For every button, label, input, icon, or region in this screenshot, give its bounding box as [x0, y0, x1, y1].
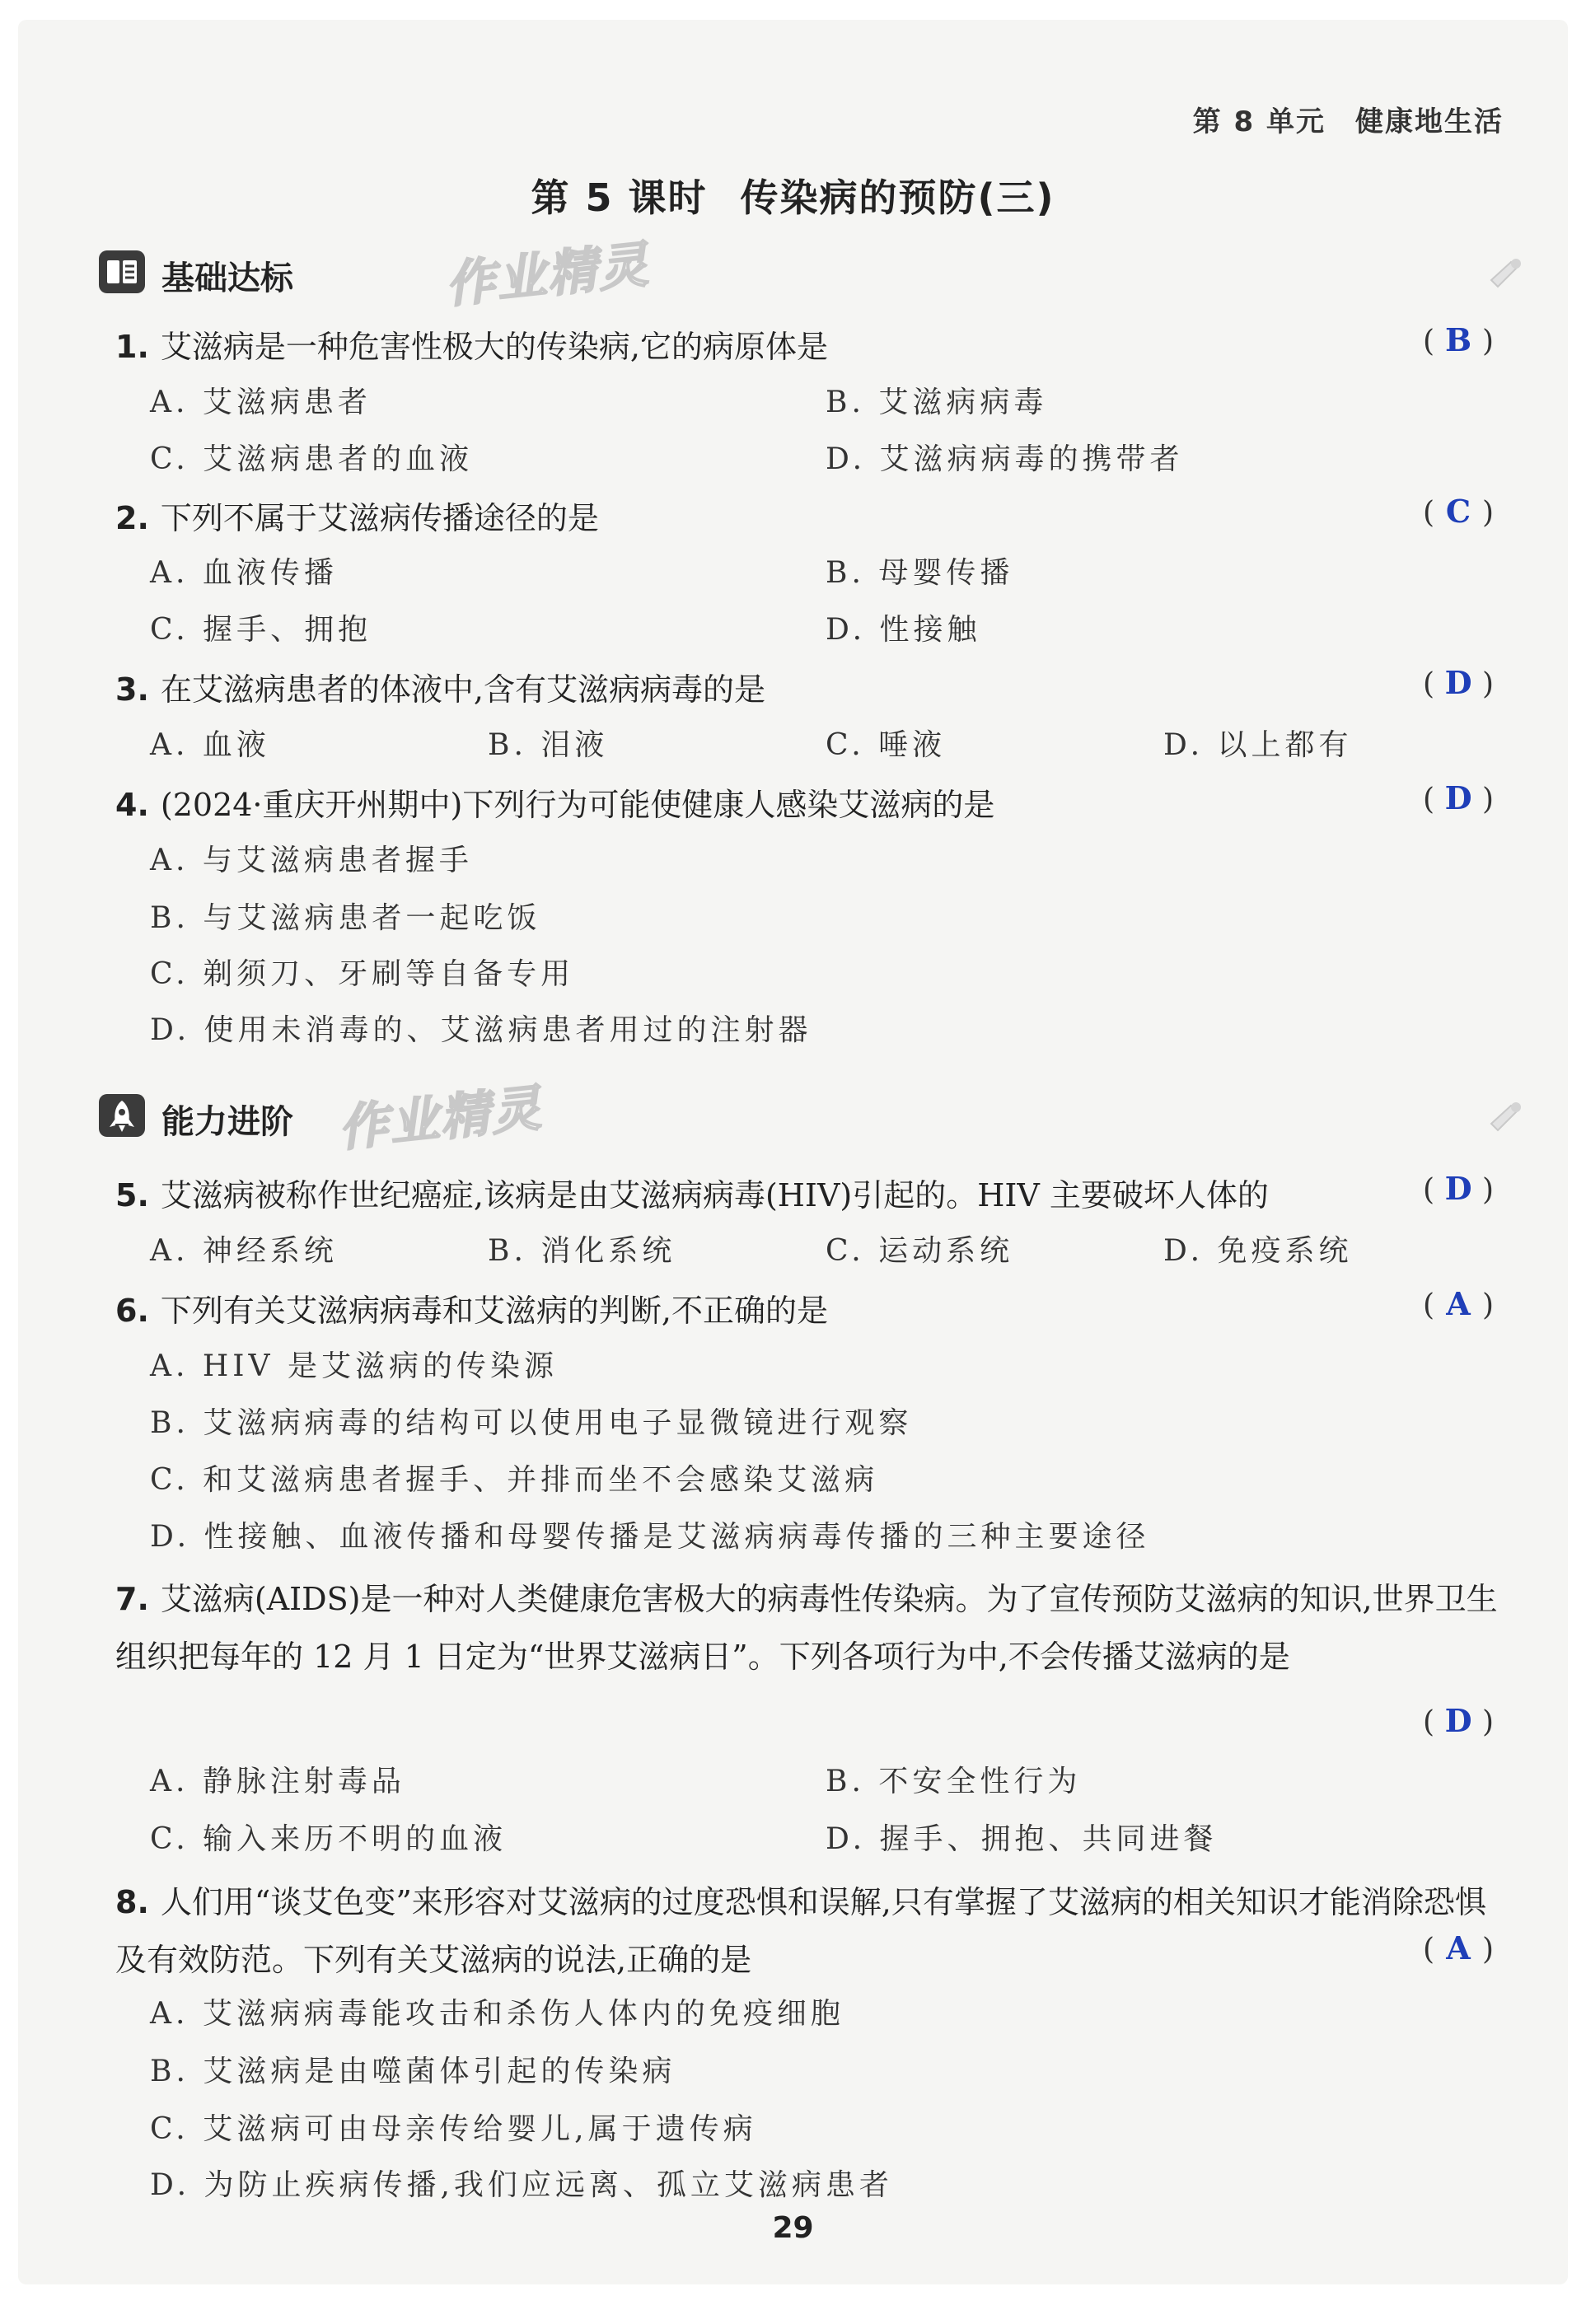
answer-bracket-7: ( D )	[1423, 1702, 1495, 1739]
option-8c: C. 艾滋病可由母亲传给婴儿,属于遗传病	[150, 2112, 757, 2146]
option-8b: B. 艾滋病是由噬菌体引起的传染病	[150, 2055, 676, 2088]
answer-bracket-8: ( A )	[1423, 1929, 1495, 1966]
option-2c: C. 握手、拥抱	[150, 613, 372, 647]
option-4c: C. 剃须刀、牙刷等自备专用	[150, 957, 575, 991]
option-4d: D. 使用未消毒的、艾滋病患者用过的注射器	[150, 1013, 812, 1047]
section-basic-header	[99, 236, 1532, 315]
answer-bracket-1: ( B )	[1423, 321, 1495, 358]
pin-icon	[1486, 255, 1528, 295]
option-6b: B. 艾滋病病毒的结构可以使用电子显微镜进行观察	[150, 1406, 913, 1440]
lesson-label: 第 5 课时	[531, 175, 708, 220]
unit-title: 健康地生活	[1355, 105, 1504, 138]
answer-bracket-4: ( D )	[1423, 779, 1495, 816]
question-text: 艾滋病被称作世纪癌症,该病是由艾滋病病毒(HIV)引起的。HIV 主要破坏人体的	[160, 1177, 1269, 1213]
question-6	[115, 1285, 828, 1330]
question-number: 3.	[115, 671, 149, 708]
question-text: 下列有关艾滋病病毒和艾滋病的判断,不正确的是	[160, 1293, 828, 1329]
option-7c: C. 输入来历不明的血液	[150, 1822, 508, 1856]
rocket-icon	[99, 1094, 145, 1137]
option-7a: A. 静脉注射毒品	[150, 1765, 405, 1798]
question-1	[115, 321, 828, 367]
question-3	[115, 664, 765, 709]
option-6c: C. 和艾滋病患者握手、并排而坐不会感染艾滋病	[150, 1463, 879, 1497]
question-text: 人们用“谈艾色变”来形容对艾滋病的过度恐惧和误解,只有掌握了艾滋病的相关知识才能消除恐惧及有效防范。下列有关艾滋病的说法,正确的是	[115, 1884, 1486, 1978]
section-advanced-header	[99, 1079, 1532, 1158]
page-sheet	[18, 20, 1568, 2284]
question-number: 5.	[115, 1177, 149, 1213]
option-2d: D. 性接触	[826, 613, 981, 647]
question-number: 2.	[115, 500, 149, 536]
option-5d: D. 免疫系统	[1163, 1234, 1353, 1268]
option-8a: A. 艾滋病病毒能攻击和杀伤人体内的免疫细胞	[150, 1997, 844, 2031]
question-text: 艾滋病(AIDS)是一种对人类健康危害极大的病毒性传染病。为了宣传预防艾滋病的知识,世界卫生组织把每年的 12 月 1 日定为“世界艾滋病日”。下列各项行为中,不会传播艾滋病的是	[115, 1581, 1498, 1675]
book-icon	[99, 250, 145, 293]
question-5	[115, 1170, 1269, 1215]
question-7	[115, 1570, 1516, 1686]
option-5a: A. 神经系统	[150, 1234, 338, 1268]
option-3b: B. 泪液	[488, 728, 609, 762]
unit-number: 第 8 单元	[1192, 105, 1326, 138]
question-text: 在艾滋病患者的体液中,含有艾滋病病毒的是	[160, 671, 765, 708]
option-6d: D. 性接触、血液传播和母婴传播是艾滋病病毒传播的三种主要途径	[150, 1520, 1150, 1554]
question-text: 艾滋病是一种危害性极大的传染病,它的病原体是	[160, 329, 828, 365]
answer-letter: B	[1444, 321, 1472, 358]
option-7d: D. 握手、拥抱、共同进餐	[826, 1822, 1218, 1856]
question-number: 1.	[115, 329, 149, 365]
question-text: 下列不属于艾滋病传播途径的是	[160, 500, 599, 536]
question-number: 4.	[115, 787, 149, 823]
option-1c: C. 艾滋病患者的血液	[150, 442, 474, 476]
section-advanced-title: 能力进阶	[161, 1103, 293, 1141]
option-3a: A. 血液	[150, 728, 270, 762]
lesson-topic: 传染病的预防(三)	[740, 175, 1055, 220]
watermark-logo: 作业精灵	[335, 1079, 545, 1158]
option-3d: D. 以上都有	[1163, 728, 1353, 762]
option-3c: C. 唾液	[826, 728, 947, 762]
answer-bracket-3: ( D )	[1423, 664, 1495, 701]
option-1b: B. 艾滋病病毒	[826, 386, 1048, 419]
option-4a: A. 与艾滋病患者握手	[150, 844, 473, 877]
option-1d: D. 艾滋病病毒的携带者	[826, 442, 1184, 476]
section-basic-title: 基础达标	[161, 260, 293, 297]
option-1a: A. 艾滋病患者	[150, 386, 372, 419]
question-2	[115, 493, 599, 538]
question-text: (2024·重庆开州期中)下列行为可能使健康人感染艾滋病的是	[160, 787, 995, 823]
question-4	[115, 779, 994, 825]
answer-bracket-2: ( C )	[1423, 493, 1495, 530]
option-5c: C. 运动系统	[826, 1234, 1014, 1268]
unit-header	[1193, 99, 1504, 139]
answer-letter: D	[1444, 1170, 1472, 1207]
answer-letter: D	[1444, 664, 1472, 701]
lesson-title	[18, 168, 1568, 222]
watermark-logo: 作业精灵	[442, 236, 653, 315]
option-4b: B. 与艾滋病患者一起吃饭	[150, 901, 541, 935]
option-5b: B. 消化系统	[488, 1234, 676, 1268]
page-number: 29	[772, 2211, 814, 2245]
answer-bracket-5: ( D )	[1423, 1170, 1495, 1207]
option-2a: A. 血液传播	[150, 556, 338, 590]
answer-letter: D	[1444, 1702, 1472, 1739]
answer-letter: D	[1444, 779, 1472, 816]
question-8	[115, 1873, 1516, 1989]
option-7b: B. 不安全性行为	[826, 1765, 1082, 1798]
option-6a: A. HIV 是艾滋病的传染源	[150, 1349, 558, 1383]
answer-bracket-6: ( A )	[1423, 1285, 1495, 1322]
question-number: 6.	[115, 1293, 149, 1329]
option-8d: D. 为防止疾病传播,我们应远离、孤立艾滋病患者	[150, 2168, 893, 2202]
option-2b: B. 母婴传播	[826, 556, 1014, 590]
pin-icon	[1486, 1099, 1528, 1139]
answer-letter: C	[1445, 493, 1471, 530]
answer-letter: A	[1446, 1285, 1471, 1322]
question-number: 8.	[115, 1884, 149, 1920]
question-number: 7.	[115, 1581, 149, 1617]
answer-letter: A	[1446, 1929, 1471, 1966]
